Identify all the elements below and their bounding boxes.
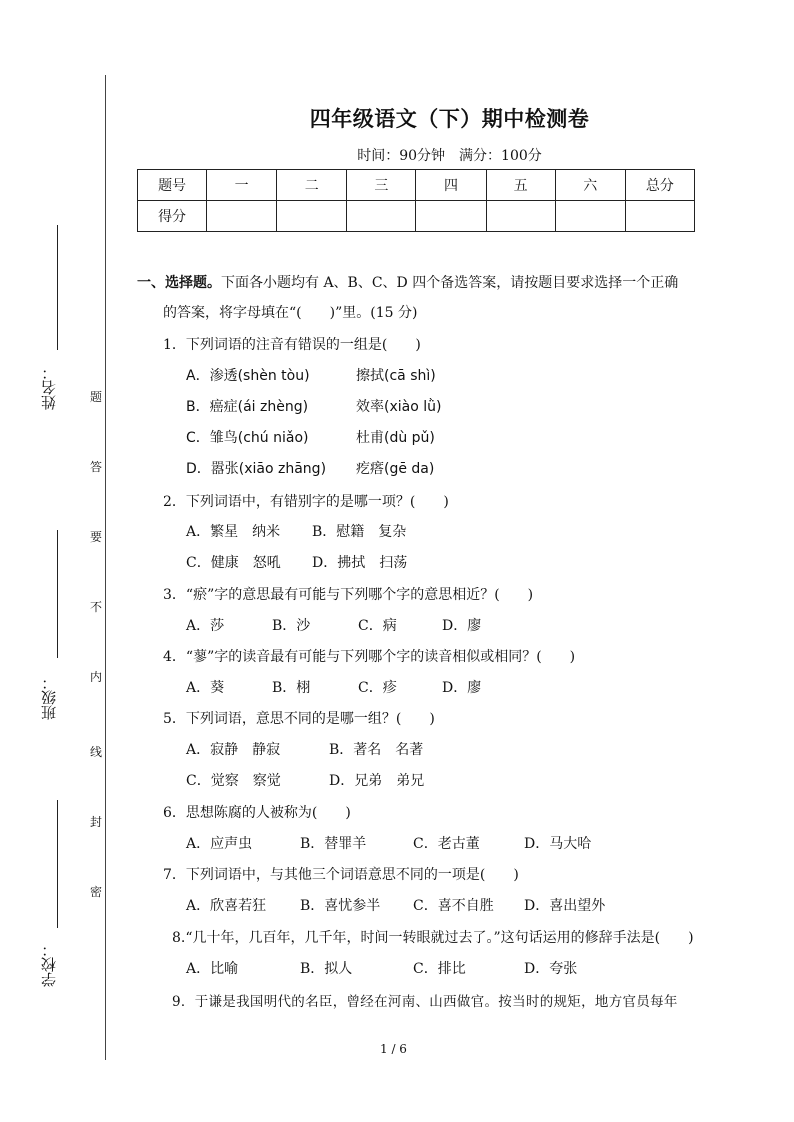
- option: C．排比: [413, 961, 466, 977]
- section-title: 一、选择题。: [137, 275, 221, 291]
- section-heading: [137, 272, 678, 292]
- section-instructions-cont: 的答案，将字母填在“( )”里。(15 分): [163, 305, 418, 321]
- question-stem: 1．下列词语的注音有错误的一组是( ): [163, 337, 421, 353]
- option: A．欣喜若狂: [186, 898, 267, 914]
- seal-char: 答: [89, 460, 102, 474]
- option: D．廖: [442, 680, 482, 696]
- question-stem: 7．下列词语中，与其他三个词语意思不同的一项是( ): [163, 867, 519, 883]
- question-stem: 5．下列词语，意思不同的是哪一组？( ): [163, 711, 435, 727]
- option-row: [186, 365, 436, 385]
- option: A．比喻: [186, 961, 239, 977]
- score-cell: [207, 201, 277, 232]
- option-row: [186, 833, 591, 853]
- question-stem: 6．思想陈腐的人被称为( ): [163, 805, 351, 821]
- score-header-cell: 二: [277, 170, 347, 201]
- seal-char: 要: [89, 530, 102, 544]
- option-row: [186, 458, 434, 478]
- score-row-label: 得分: [138, 201, 207, 232]
- option: 效率(xiào lǜ): [356, 399, 442, 415]
- option: B．癌症(ái zhèng): [186, 399, 309, 415]
- score-header-cell: 一: [207, 170, 277, 201]
- section-instructions: 下面各小题均有 A、B、C、D 四个备选答案，请按题目要求选择一个正确: [221, 275, 679, 291]
- option: D．马大哈: [524, 836, 592, 852]
- option: B．著名 名著: [329, 742, 424, 758]
- option: D．嚣张(xiāo zhāng): [186, 461, 327, 477]
- question-stem: 9．于谦是我国明代的名臣，曾经在河南、山西做官。按当时的规矩，地方官员每年: [172, 994, 678, 1010]
- option-row: [186, 615, 481, 635]
- option-row: [186, 958, 577, 978]
- score-cell: [416, 201, 486, 232]
- name-underline: [57, 225, 58, 350]
- option: D．夸张: [524, 961, 578, 977]
- seal-char: 题: [89, 390, 102, 404]
- page-title: 四年级语文（下）期中检测卷: [309, 106, 590, 131]
- option: B．拟人: [300, 961, 353, 977]
- question-stem: 8.“几十年，几百年，几千年，时间一转眼就过去了。”这句话运用的修辞手法是( ): [172, 930, 694, 946]
- option: D．喜出望外: [524, 898, 606, 914]
- score-header-cell: 六: [555, 170, 625, 201]
- option: C．健康 怒吼: [186, 555, 281, 571]
- name-label: 姓名：: [40, 365, 58, 411]
- class-underline: [57, 530, 58, 658]
- score-cell: [486, 201, 555, 232]
- option: C．老古董: [413, 836, 480, 852]
- option-row: [186, 677, 481, 697]
- option: A．繁星 纳米: [186, 524, 281, 540]
- question-stem: 3．“瘀”字的意思最有可能与下列哪个字的意思相近？( ): [163, 587, 534, 603]
- question-stem: 4．“蓼”字的读音最有可能与下列哪个字的读音相似或相同？( ): [163, 649, 576, 665]
- score-table: [137, 169, 695, 232]
- option-row: [186, 521, 406, 541]
- seal-char: 内: [89, 670, 102, 684]
- option: A．渗透(shèn tòu): [186, 368, 310, 384]
- option: 擦拭(cā shì): [356, 368, 436, 384]
- score-header-cell: 总分: [625, 170, 694, 201]
- score-cell: [625, 201, 694, 232]
- option: 疙瘩(gē da): [356, 461, 435, 477]
- seal-char: 不: [89, 600, 102, 614]
- option: C．觉察 察觉: [186, 773, 281, 789]
- score-header-cell: 三: [347, 170, 416, 201]
- school-underline: [57, 800, 58, 928]
- option: A．莎: [186, 618, 225, 634]
- seal-char: 线: [89, 745, 102, 759]
- option: B．慰籍 复杂: [312, 524, 407, 540]
- option: B．替罪羊: [300, 836, 367, 852]
- score-header-cell: 四: [416, 170, 486, 201]
- option: D．廖: [442, 618, 482, 634]
- option: A．应声虫: [186, 836, 253, 852]
- option: C．雏鸟(chú niǎo): [186, 430, 309, 446]
- option-row: [186, 427, 435, 447]
- option-row: [186, 396, 441, 416]
- option: D．拂拭 扫荡: [312, 555, 408, 571]
- score-header-cell: 题号: [138, 170, 207, 201]
- option-row: [186, 770, 424, 790]
- score-cell: [347, 201, 416, 232]
- score-cell: [555, 201, 625, 232]
- exam-info: 时间：90分钟 满分：100分: [357, 148, 542, 164]
- option: B．栩: [272, 680, 311, 696]
- option: C．疹: [358, 680, 397, 696]
- option: D．兄弟 弟兄: [329, 773, 425, 789]
- seal-char: 密: [89, 885, 102, 899]
- score-table-score-row: [138, 201, 695, 232]
- option: 杜甫(dù pǔ): [356, 430, 435, 446]
- option: C．喜不自胜: [413, 898, 494, 914]
- page-number: 1 / 6: [380, 1042, 407, 1056]
- option: A．寂静 静寂: [186, 742, 281, 758]
- score-table-header-row: [138, 170, 695, 201]
- question-stem: 2．下列词语中，有错别字的是哪一项？( ): [163, 494, 449, 510]
- option-row: [186, 552, 407, 572]
- option: B．沙: [272, 618, 311, 634]
- option-row: [186, 739, 423, 759]
- school-label: 学校：: [40, 942, 58, 988]
- option: C．病: [358, 618, 397, 634]
- option-row: [186, 895, 605, 915]
- class-label: 班级：: [40, 675, 58, 721]
- seal-char: 封: [89, 815, 102, 829]
- score-header-cell: 五: [486, 170, 555, 201]
- binding-line: [105, 75, 106, 1060]
- score-cell: [277, 201, 347, 232]
- option: B．喜忧参半: [300, 898, 381, 914]
- option: A．葵: [186, 680, 225, 696]
